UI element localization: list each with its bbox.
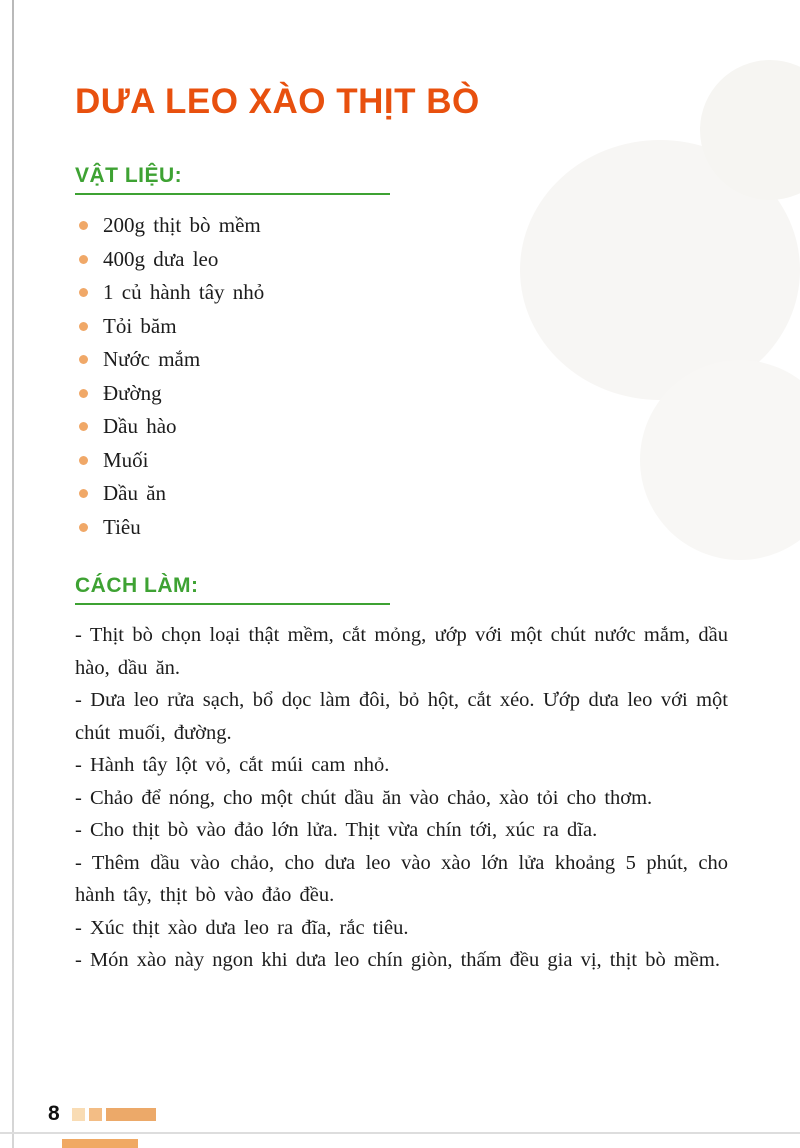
direction-step: - Chảo để nóng, cho một chút dầu ăn vào chảo, xào tỏi cho thơm. (75, 786, 653, 809)
recipe-title: DƯA LEO XÀO THỊT BÒ (75, 82, 480, 121)
ingredient-text: 1 củ hành tây nhỏ (103, 280, 265, 304)
bullet-icon (79, 322, 88, 331)
bullet-icon (79, 255, 88, 264)
ingredient-text: 400g dưa leo (103, 246, 219, 271)
list-item (75, 209, 728, 243)
bullet-icon (79, 221, 88, 230)
direction-step: - Thêm dầu vào chảo, cho dưa leo vào xào lớn lửa khoảng 5 phút, cho hành tây, thịt bò vào đảo đều. (75, 851, 728, 906)
list-item (75, 243, 728, 277)
ingredients-list (75, 209, 728, 544)
bottom-accent-bar (62, 1139, 138, 1148)
page-number: 8 (48, 1102, 60, 1125)
list-item (75, 377, 728, 411)
bullet-icon (79, 456, 88, 465)
footer-mark-icon (89, 1108, 102, 1121)
bullet-icon (79, 523, 88, 532)
bullet-icon (79, 389, 88, 398)
list-item (75, 276, 728, 310)
bottom-rule (0, 1132, 800, 1134)
list-item (75, 343, 728, 377)
ingredient-text: Dầu hào (103, 414, 177, 438)
direction-step: - Dưa leo rửa sạch, bổ dọc làm đôi, bỏ hột, cắt xéo. Ướp dưa leo với một chút muối, đường. (75, 689, 728, 744)
ingredient-text: Tỏi băm (103, 313, 177, 338)
ingredient-text: Dầu ăn (103, 481, 167, 505)
page-footer (48, 1102, 156, 1126)
directions-steps (75, 619, 728, 977)
direction-step: - Cho thịt bò vào đảo lớn lửa. Thịt vừa chín tới, xúc ra dĩa. (75, 819, 598, 841)
footer-mark-icon (106, 1108, 156, 1121)
list-item (75, 477, 728, 511)
direction-step: - Thịt bò chọn loại thật mềm, cắt mỏng, ướp với một chút nước mắm, dầu hào, dầu ăn. (75, 624, 728, 679)
list-item (75, 511, 728, 545)
ingredient-text: Muối (103, 447, 149, 472)
list-item (75, 444, 728, 478)
bullet-icon (79, 288, 88, 297)
directions-heading: CÁCH LÀM: (75, 574, 390, 605)
direction-step: - Món xào này ngon khi dưa leo chín giòn, thấm đều gia vị, thịt bò mềm. (75, 949, 720, 971)
ingredient-text: Đường (103, 380, 162, 405)
ingredient-text: 200g thịt bò mềm (103, 213, 261, 237)
footer-mark-icon (72, 1108, 85, 1121)
direction-step: - Xúc thịt xào dưa leo ra đĩa, rắc tiêu. (75, 916, 409, 939)
list-item (75, 410, 728, 444)
page-gutter-line (12, 0, 14, 1148)
ingredient-text: Nước mắm (103, 347, 201, 371)
ingredients-heading: VẬT LIỆU: (75, 164, 390, 195)
ingredient-text: Tiêu (103, 514, 141, 539)
page-content (75, 0, 728, 977)
list-item (75, 310, 728, 344)
direction-step: - Hành tây lột vỏ, cắt múi cam nhỏ. (75, 754, 390, 776)
bullet-icon (79, 489, 88, 498)
bullet-icon (79, 355, 88, 364)
bullet-icon (79, 422, 88, 431)
